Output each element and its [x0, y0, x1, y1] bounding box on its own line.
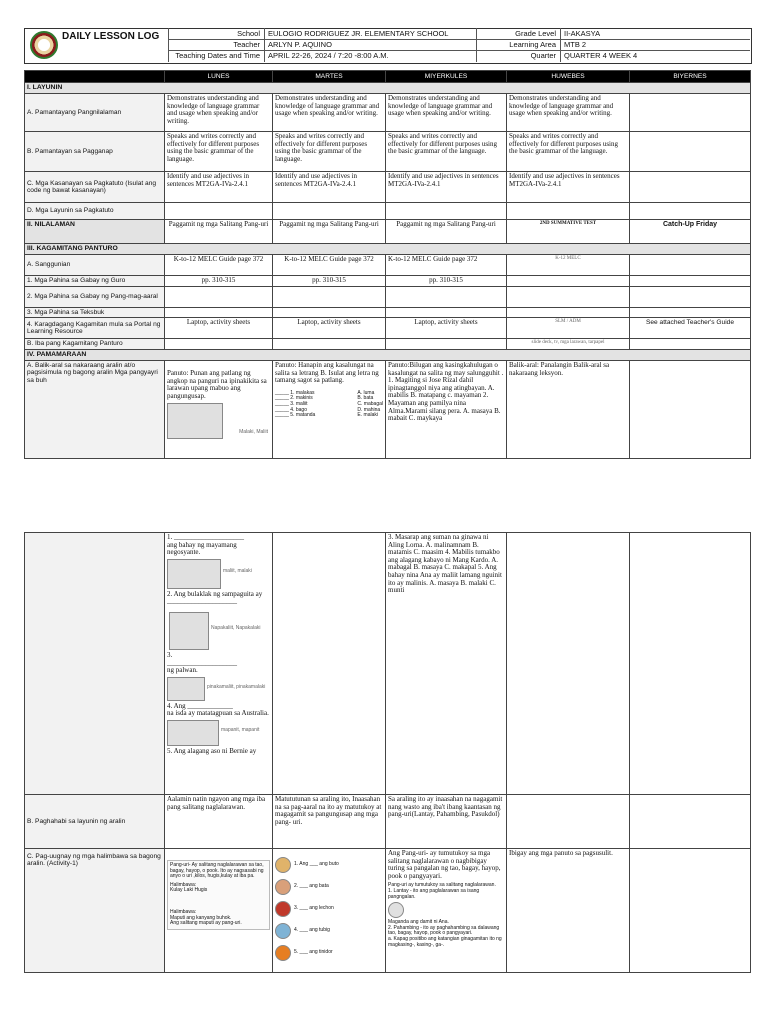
- definition-text: Ang salitang maputi ay pang-uri.: [170, 920, 242, 927]
- content-standard-tue: Demonstrates understanding and knowledge of language grammar and usage when speaking and/or writing.: [273, 94, 386, 132]
- balik-aral-mon-text: Panuto: Punan ang patlang ng angkop na panguri na ipinakikita sa larawan upang mabuo ang pangungusap.: [167, 369, 267, 400]
- exercise-item: ng palwan.: [167, 666, 198, 675]
- iba-pang-wed: [386, 339, 507, 350]
- pahina-guro-mon: pp. 310-315: [165, 276, 273, 287]
- girl-icon: [388, 902, 404, 918]
- balik-aral-tue: [273, 361, 386, 459]
- water-icon: [275, 923, 291, 939]
- iba-pang-fri: [630, 339, 751, 350]
- sanggunian-tue: K-to-12 MELC Guide page 372: [273, 255, 386, 276]
- picture-exercise-item: [275, 942, 383, 964]
- balik-aral-wed: Panuto:Bilugan ang kasingkahulugan o kasalungat na salita ng may salungguhit . 1. Magiting si Jose Rizal dahil ipinagtanggol niya ang atingbayan. A. mabilis B. matapang c. mayaman 2. Mayaman ang pamilya nina Alma.Marami silang pera. A. masaya B. mabait C. maykaya: [386, 361, 507, 459]
- day-monday: LUNES: [165, 71, 273, 83]
- objective-tue: [273, 203, 386, 220]
- mountain-caption: Napakaliit, Napakalaki: [211, 624, 261, 631]
- exercise-item: ang bahay ng mayamang negosyante.: [167, 540, 237, 557]
- day-friday: BIYERNES: [630, 71, 751, 83]
- label-pamantayan-pagganap: B. Pamantayan sa Pagganap: [25, 132, 165, 172]
- mountain-image-placeholder: [169, 612, 209, 650]
- matching-left-item: _____ 5. matanda: [275, 412, 316, 419]
- matching-right-item: E. malaki: [357, 412, 378, 419]
- picture-exercise-list: [275, 854, 383, 964]
- exercise-item: na isda ay matatagpuan sa Australia.: [167, 709, 269, 718]
- pahina-guro-fri: [630, 276, 751, 287]
- paghahabi-tue: Matututunan sa araling ito, Inaasahan na sa pag-aaral na ito ay matutukoy at magagamit sa pangungusap ang mga pang- uri.: [273, 795, 386, 849]
- competency-mon: Identify and use adjectives in sentences MT2GA-IVa-2.4.1: [165, 172, 273, 203]
- lesson-log-table-page1: [24, 70, 751, 459]
- matching-right-item: A. luma: [357, 389, 375, 396]
- matching-left-item: _____ 2. makinis: [275, 395, 313, 402]
- performance-standard-tue: Speaks and writes correctly and effectively for different purposes using the basic grammar of the language.: [273, 132, 386, 172]
- competency-tue: Identify and use adjectives in sentences MT2GA-IVa-2.4.1: [273, 172, 386, 203]
- definition-text: Kulay Laki Hugis: [170, 887, 208, 894]
- sanggunian-wed: K-to-12 MELC Guide page 372: [386, 255, 507, 276]
- exercise-item: 3.: [167, 650, 173, 659]
- section-nilalaman: II. NILALAMAN: [25, 220, 165, 244]
- content-standard-mon: Demonstrates understanding and knowledge of language grammar and usage when speaking and/or writing.: [165, 94, 273, 132]
- sampaguita-picture: [167, 559, 270, 589]
- nilalaman-wed: Paggamit ng mga Salitang Pang-uri: [386, 220, 507, 244]
- kaantasan-note: Pang-uri ay tumutukoy sa salitang naglalarawan.: [388, 882, 496, 889]
- balik-aral-mon-continued: [165, 533, 273, 795]
- picture-exercise-text: 4. ___ ang tubig: [294, 927, 330, 934]
- nilalaman-mon: Paggamit ng mga Salitang Pang-uri: [165, 220, 273, 244]
- matching-left-column: [275, 391, 315, 419]
- pag-uugnay-fri: [630, 849, 751, 973]
- kaantasan-note: a. Kapag positibo ang katangian ginagamitan ito ng magkasing-, kasing-, ga-.: [388, 935, 502, 948]
- kaantasan-note: 2. Pahambing - ito ay paghahambing sa dalawang tao, bagay, hayop, pook o pangyayari.: [388, 924, 500, 937]
- content-standard-fri: [630, 94, 751, 132]
- pang-uri-definition-box: [167, 860, 270, 930]
- karagdagang-wed: Laptop, activity sheets: [386, 318, 507, 339]
- content-standard-wed: Demonstrates understanding and knowledge of language grammar and usage when speaking and/or writing.: [386, 94, 507, 132]
- lechon-icon: [275, 901, 291, 917]
- finger-caption: pinakamaliit, pinakamalaki: [207, 683, 266, 690]
- iba-pang-mon: [165, 339, 273, 350]
- picture-exercise-item: [275, 854, 383, 876]
- nilalaman-fri: Catch-Up Friday: [630, 220, 751, 244]
- label-pahina-mag-aaral: 2. Mga Pahina sa Gabay ng Pang-mag-aaral: [25, 286, 165, 307]
- quarter-label: Quarter: [530, 51, 556, 60]
- balik-aral-tue-continued: [273, 533, 386, 795]
- area-label: Learning Area: [509, 40, 556, 49]
- objective-fri: [630, 203, 751, 220]
- pahina-mag-aaral-tue: [273, 286, 386, 307]
- iba-pang-tue: [273, 339, 386, 350]
- exercise-item: 4. Ang _____________: [167, 701, 233, 710]
- house-caption: Malaki, Maliit: [239, 428, 268, 435]
- picture-exercise-text: 3. ___ ang lechon: [294, 905, 334, 912]
- header-divider: [264, 28, 265, 62]
- matching-left-item: _____ 1. malakas: [275, 389, 315, 396]
- nilalaman-tue: Paggamit ng mga Salitang Pang-uri: [273, 220, 386, 244]
- label-karagdagang: 4. Karagdagang Kagamitan mula sa Portal ng Learning Resource: [25, 318, 165, 339]
- section-pamamaraan: IV. PAMAMARAAN: [25, 350, 751, 361]
- label-pamantayang-pangnilalaman: A. Pamantayang Pangnilalaman: [25, 94, 165, 132]
- objective-mon: [165, 203, 273, 220]
- karagdagang-tue: Laptop, activity sheets: [273, 318, 386, 339]
- definition-text: Halimbawa:: [170, 908, 197, 915]
- pahina-mag-aaral-mon: [165, 286, 273, 307]
- header-divider: [168, 28, 169, 62]
- mountain-picture: [167, 612, 270, 650]
- fish-picture: [167, 720, 270, 746]
- picture-exercise-text: 2. ___ ang bata: [294, 883, 329, 890]
- teacher-value: ARLYN P. AQUINO: [268, 40, 332, 49]
- balik-aral-mon: [165, 361, 273, 459]
- balik-aral-fri: [630, 361, 751, 459]
- section-layunin: I. LAYUNIN: [25, 83, 751, 94]
- pag-uugnay-mon: [165, 849, 273, 973]
- paghahabi-thu: [507, 795, 630, 849]
- iba-pang-thu: slide deck, tv, mga larawan, tarpapel: [507, 339, 630, 350]
- day-tuesday: MARTES: [273, 71, 386, 83]
- performance-standard-thu: Speaks and writes correctly and effectively for different purposes using the basic grammar of the language.: [507, 132, 630, 172]
- content-standard-thu: Demonstrates understanding and knowledge of language grammar and usage when speaking and/or writing.: [507, 94, 630, 132]
- balik-aral-thu-continued: [507, 533, 630, 795]
- competency-wed: Identify and use adjectives in sentences MT2GA-IVa-2.4.1: [386, 172, 507, 203]
- nilalaman-thu: 2ND SUMMATIVE TEST: [507, 220, 630, 244]
- day-wednesday: MIYERKULES: [386, 71, 507, 83]
- fork-icon: [275, 945, 291, 961]
- picture-exercise-item: [275, 876, 383, 898]
- pahina-mag-aaral-wed: [386, 286, 507, 307]
- header-divider: [560, 28, 561, 62]
- exercise-item: 2. Ang bulaklak ng sampaguita ay: [167, 589, 263, 598]
- sanggunian-thu: K-12 MELC: [507, 255, 630, 276]
- pag-uugnay-tue: [273, 849, 386, 973]
- matching-right-item: B. bata: [357, 395, 374, 402]
- lesson-log-table-page2: [164, 532, 751, 973]
- performance-standard-mon: Speaks and writes correctly and effectively for different purposes using the basic grammar of the language.: [165, 132, 273, 172]
- pag-uugnay-thu: Ibigay ang mga panuto sa pagsusulit.: [507, 849, 630, 973]
- picture-exercise-text: 5. ___ ang tinidor: [294, 949, 333, 956]
- exercise-item: ____________________: [167, 597, 237, 606]
- teacher-label: Teacher: [233, 40, 260, 49]
- finger-image-placeholder: [167, 677, 205, 701]
- balik-aral-wed-continued: 3. Masarap ang suman na ginawa ni Aling Lorna. A. malinamnam B. matamis C. maasim 4. Mabilis tumakbo ang alagang kabayo ni Mang Kardo. A. mabagal B. masaya C. makapal 5. Ang bahay nina Ana ay maliit lamang nguinit ito ay malinis. A. masaya B. malaki C. munti: [386, 533, 507, 795]
- kaantasan-notes: [388, 883, 504, 948]
- header-divider: [476, 28, 477, 62]
- section-kagamitang: III. KAGAMITANG PANTURO: [25, 244, 751, 255]
- label-kasanayan: C. Mga Kasanayan sa Pagkatuto (Isulat ang code ng bawat kasanayan): [25, 172, 165, 203]
- child-icon: [275, 879, 291, 895]
- kaantasan-note: Maganda ang damit ni Ana.: [388, 919, 449, 926]
- karagdagang-mon: Laptop, activity sheets: [165, 318, 273, 339]
- label-balik-aral: A. Balik-aral sa nakaraang aralin at/o pagsisimula ng bagong aralin Mga pangyayri sa buh: [25, 361, 165, 459]
- label-balik-aral-continued: [25, 533, 165, 795]
- days-header-row: [25, 71, 751, 83]
- pahina-guro-wed: pp. 310-315: [386, 276, 507, 287]
- label-sanggunian: A. Sanggunian: [25, 255, 165, 276]
- document-title: DAILY LESSON LOG: [62, 31, 160, 42]
- balik-aral-tue-text: Panuto: Hanapin ang kasalungat na salita sa letrang B. Isulat ang letra ng tamang sagot sa patlang.: [275, 361, 379, 385]
- exercise-item: 5. Ang alagang aso ni Bernie ay: [167, 746, 257, 755]
- day-thursday: HUWEBES: [507, 71, 630, 83]
- picture-exercise-item: [275, 898, 383, 920]
- sanggunian-fri: [630, 255, 751, 276]
- house-image-placeholder: [167, 403, 223, 439]
- karagdagang-thu: SLM / ADM: [507, 318, 630, 339]
- page2-label-column: [24, 532, 165, 973]
- fish-image-placeholder: [167, 720, 219, 746]
- matching-right-column: [357, 391, 383, 419]
- picture-exercise-text: 1. Ang ___ ang buto: [294, 861, 339, 868]
- definition-text: Pang-uri- Ay salitang naglalarawan sa tao, bagay, hayop, o pook. Ito ay nagsasabi ng anyo o uri ,kilos, hugis,kulay at iba pa.: [170, 862, 264, 880]
- house-picture: [167, 403, 270, 437]
- grade-label: Grade Level: [515, 29, 556, 38]
- matching-exercise: [275, 391, 383, 419]
- performance-standard-fri: [630, 132, 751, 172]
- pahina-guro-thu: [507, 276, 630, 287]
- pahina-mag-aaral-thu: [507, 286, 630, 307]
- ice-cream-icon: [275, 857, 291, 873]
- label-pahina-guro: 1. Mga Pahina sa Gabay ng Guro: [25, 276, 165, 287]
- picture-exercise-item: [275, 920, 383, 942]
- definition-text: Halimbawa:: [170, 881, 197, 888]
- finger-picture: [167, 677, 270, 701]
- pahina-mag-aaral-fri: [630, 286, 751, 307]
- exercise-item: ____________________: [167, 658, 237, 667]
- sampaguita-caption: maliit, malaki: [223, 567, 252, 574]
- competency-fri: [630, 172, 751, 203]
- teksbuk-wed: [386, 307, 507, 317]
- paghahabi-fri: [630, 795, 751, 849]
- quarter-value: QUARTER 4 WEEK 4: [564, 51, 638, 60]
- school-value: EULOGIO RODRIGUEZ JR. ELEMENTARY SCHOOL: [268, 29, 449, 38]
- balik-aral-fri-continued: [630, 533, 751, 795]
- sanggunian-mon: K-to-12 MELC Guide page 372: [165, 255, 273, 276]
- objective-wed: [386, 203, 507, 220]
- school-label: School: [237, 29, 260, 38]
- label-pag-uugnay: C. Pag-uugnay ng mga halimbawa sa bagong aralin. (Activity-1): [25, 849, 165, 973]
- pahina-guro-tue: pp. 310-315: [273, 276, 386, 287]
- objective-thu: [507, 203, 630, 220]
- fish-caption: mapanit, mapanit: [221, 726, 260, 733]
- pag-uugnay-wed: [386, 849, 507, 973]
- corner-cell: [25, 71, 165, 83]
- pag-uugnay-wed-text: Ang Pang-uri- ay tumutukoy sa mga salitang naglalarawan o nagbibigay turing sa pangalan ng tao, bagay, hayop, pook o pangyayari.: [388, 849, 501, 880]
- teksbuk-tue: [273, 307, 386, 317]
- label-iba-pang: B. Iba pang Kagamitang Panturo: [25, 339, 165, 350]
- paghahabi-wed: Sa araling ito ay inaasahan na nagagamit nang wasto ang iba't ibang kaantasan ng pang-uri(Lantay, Pahambing, Pasukdol): [386, 795, 507, 849]
- teksbuk-thu: [507, 307, 630, 317]
- label-layunin-pagkatuto: D. Mga Layunin sa Pagkatuto: [25, 203, 165, 220]
- grade-value: II-AKASYA: [564, 29, 601, 38]
- sampaguita-image-placeholder: [167, 559, 221, 589]
- school-logo-icon: [30, 31, 58, 59]
- competency-thu: Identify and use adjectives in sentences MT2GA-IVa-2.4.1: [507, 172, 630, 203]
- dates-label: Teaching Dates and Time: [175, 51, 260, 60]
- matching-left-item: _____ 3. maliit: [275, 400, 308, 407]
- teksbuk-fri: [630, 307, 751, 317]
- matching-right-item: C. mabagal: [357, 400, 383, 407]
- performance-standard-wed: Speaks and writes correctly and effectively for different purposes using the basic grammar of the language.: [386, 132, 507, 172]
- kaantasan-note: 1. Lantay - ito ang paglalarawan sa isang pangngalan.: [388, 887, 480, 900]
- label-paghahabi: B. Paghahabi sa layunin ng aralin: [25, 795, 165, 849]
- paghahabi-mon: Aalamin natin ngayon ang mga iba pang salitang naglalarawan.: [165, 795, 273, 849]
- exercise-item: 1. ____________________: [167, 533, 244, 541]
- teksbuk-mon: [165, 307, 273, 317]
- matching-left-item: _____ 4. bago: [275, 406, 307, 413]
- label-pahina-teksbuk: 3. Mga Pahina sa Teksbuk: [25, 307, 165, 317]
- dates-value: APRIL 22-26, 2024 / 7:20 -8:00 A.M.: [268, 51, 389, 60]
- definition-text: Maputi ang kanyang buhok.: [170, 914, 232, 921]
- balik-aral-thu: Balik-aral: Panalangin Balik-aral sa nakaraang leksyon.: [507, 361, 630, 459]
- matching-right-item: D. mahina: [357, 406, 381, 413]
- karagdagang-fri: See attached Teacher's Guide: [630, 318, 751, 339]
- area-value: MTB 2: [564, 40, 587, 49]
